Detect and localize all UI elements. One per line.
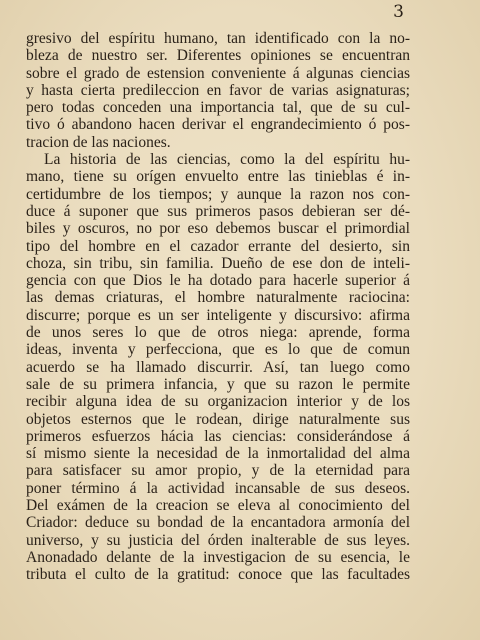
text-line: Anonadado delante de la investigacion de su esencia, le	[26, 548, 410, 566]
text-line: recibir alguna idea de su organizacion interior y de los	[26, 393, 410, 411]
text-line: sobre el grado de estension conveniente á algunas ciencias	[26, 64, 410, 82]
text-line: poner término á la actividad incansable de sus deseos.	[26, 479, 410, 497]
text-line: sí mismo siente la necesidad de la inmortalidad del alma	[26, 445, 410, 463]
text-line: gencia con que Dios le ha dotado para hacerle superior á	[26, 272, 410, 290]
text-line: duce á suponer que sus primeros pasos debieran ser dé-	[26, 202, 410, 220]
text-line: pero todas conceden una importancia tal, que de su cul-	[26, 99, 410, 117]
text-line: tivo ó abandono hacen derivar el engrandecimiento ó pos-	[26, 116, 410, 134]
page-number: 3	[393, 2, 404, 22]
text-line: biles y oscuros, no por eso debemos buscar el primordial	[26, 220, 410, 238]
text-line: discurre; porque es un ser inteligente y discursivo: afirma	[26, 306, 410, 324]
text-line: sale de su primera infancia, y que su razon le permite	[26, 375, 410, 393]
text-line: Criador: deduce su bondad de la encantadora armonía del	[26, 514, 410, 532]
text-line: tributa el culto de la gratitud: conoce que las facultades	[26, 566, 410, 584]
text-line: primeros esfuerzos hácia las ciencias: considerándose á	[26, 427, 410, 445]
text-line: acuerdo se ha llamado discurrir. Así, tan luego como	[26, 358, 410, 376]
text-line: objetos esternos que le rodean, dirige naturalmente sus	[26, 410, 410, 428]
text-line: ideas, inventa y perfecciona, que es lo que de comun	[26, 341, 410, 359]
text-line: las demas criaturas, el hombre naturalmente raciocina:	[26, 289, 410, 307]
paragraph-1	[26, 30, 410, 151]
text-line: bleza de nuestro ser. Diferentes opiniones se encuentran	[26, 47, 410, 65]
text-line: Del exámen de la creacion se eleva al conocimiento del	[26, 497, 410, 515]
text-line: gresivo del espíritu humano, tan identificado con la no-	[26, 30, 410, 47]
text-line: para satisfacer su amor propio, y de la eternidad para	[26, 462, 410, 480]
text-line: y hasta cierta predileccion en favor de varias asignaturas;	[26, 81, 410, 99]
text-line: mano, tiene su orígen envuelto entre las tinieblas é in-	[26, 168, 410, 186]
body-text	[26, 30, 410, 584]
text-line: de unos seres lo que de otros niega: aprende, forma	[26, 324, 410, 342]
text-line: tipo del hombre en el cazador errante del desierto, sin	[26, 237, 410, 255]
text-line: certidumbre de los tiempos; y aunque la razon nos con-	[26, 185, 410, 203]
text-line: universo, y su justicia del órden inalterable de sus leyes.	[26, 531, 410, 549]
paragraph-2	[26, 151, 410, 583]
text-line: tracion de las naciones.	[26, 133, 171, 151]
text-line: choza, sin tribu, sin familia. Dueño de ese don de inteli-	[26, 254, 410, 272]
text-line: La historia de las ciencias, como la del espíritu hu-	[44, 151, 410, 169]
